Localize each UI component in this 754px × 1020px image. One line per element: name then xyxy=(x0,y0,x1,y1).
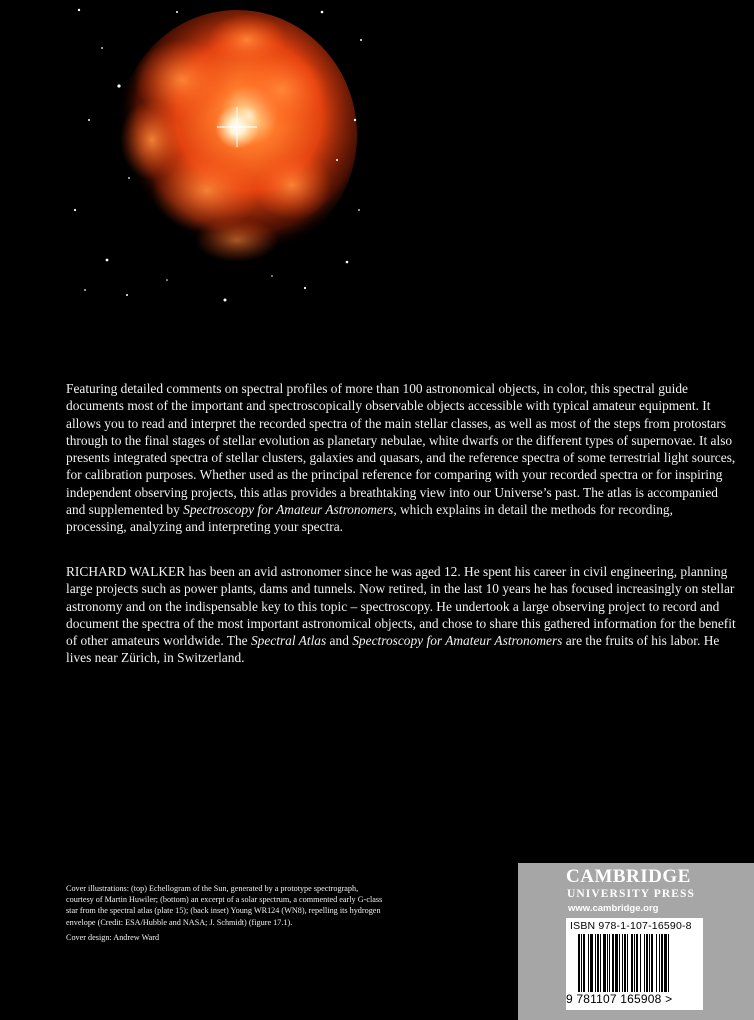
author-text-3: are the fruits of his labor. He lives near Zürich, in Switzerland. xyxy=(66,633,720,666)
cover-design-credit: Cover design: Andrew Ward xyxy=(66,932,160,942)
description-paragraph xyxy=(66,380,736,536)
book-title-spectral-atlas: Spectral Atlas xyxy=(250,633,327,649)
barcode-digits: 9 781107 165908 > xyxy=(566,992,673,1006)
publisher-url: www.cambridge.org xyxy=(568,903,659,914)
author-text-1: RICHARD WALKER has been an avid astronomer since he was aged 12. He spent his career in civil engineering, planning large projects such as power plants, dams and tunnels. Now retired, in the last 10 years he has focused increasingly on stellar astronomy and on the indispensable key to this topic – spectroscopy. He undertook a large observing project to record and document the spectra of the most important astronomical objects, and chose to share this gathered information for the benefit of other amateurs worldwide. The xyxy=(66,564,736,649)
description-text-2: , which explains in detail the methods for recording, processing, analyzing and interpreting your spectra. xyxy=(66,502,673,535)
publisher-block xyxy=(518,863,754,1020)
publisher-subname: UNIVERSITY PRESS xyxy=(567,888,696,900)
book-title-spectroscopy: Spectroscopy for Amateur Astronomers xyxy=(183,502,394,518)
barcode-panel xyxy=(566,918,703,1010)
author-bio-paragraph xyxy=(66,563,736,667)
cover-credits xyxy=(66,883,386,943)
isbn-label: ISBN 978-1-107-16590-8 xyxy=(570,920,692,932)
book-title-spectroscopy-2: Spectroscopy for Amateur Astronomers xyxy=(352,633,563,649)
barcode-icon xyxy=(576,934,699,996)
description-text-1: Featuring detailed comments on spectral profiles of more than 100 astronomical objects, in color, this spectral guide documents most of the important and spectroscopically observable objects accessible with typical amateur equipment. It allows you to read and interpret the recorded spectra of the main stellar classes, as well as most of the steps from protostars through to the final stages of stellar evolution as planetary nebulae, white dwarfs or the different types of supernovae. It also presents integrated spectra of stellar clusters, galaxies and quasars, and the reference spectra of some terrestrial light sources, for calibration purposes. Whether used as the principal reference for comparing with your recorded spectra or for inspiring independent observing projects, this atlas provides a breathtaking view into our Universe’s past. The atlas is accompanied and supplemented by xyxy=(66,381,736,518)
author-text-2: and xyxy=(326,633,353,649)
nebula-photo-icon xyxy=(67,0,369,311)
cover-illustrations-credit: Cover illustrations: (top) Echellogram of the Sun, generated by a prototype spectrograph, courtesy of Martin Huwiler; (bottom) an excerpt of a solar spectrum, a commented early G-class star from the spectral atlas (plate 15); (back inset) Young WR124 (WN8), repelling its hydrogen envelope (Credit: ESA/Hubble and NASA; J. Schmidt) (figure 17.1). xyxy=(66,884,383,927)
publisher-name: CAMBRIDGE xyxy=(566,866,691,887)
